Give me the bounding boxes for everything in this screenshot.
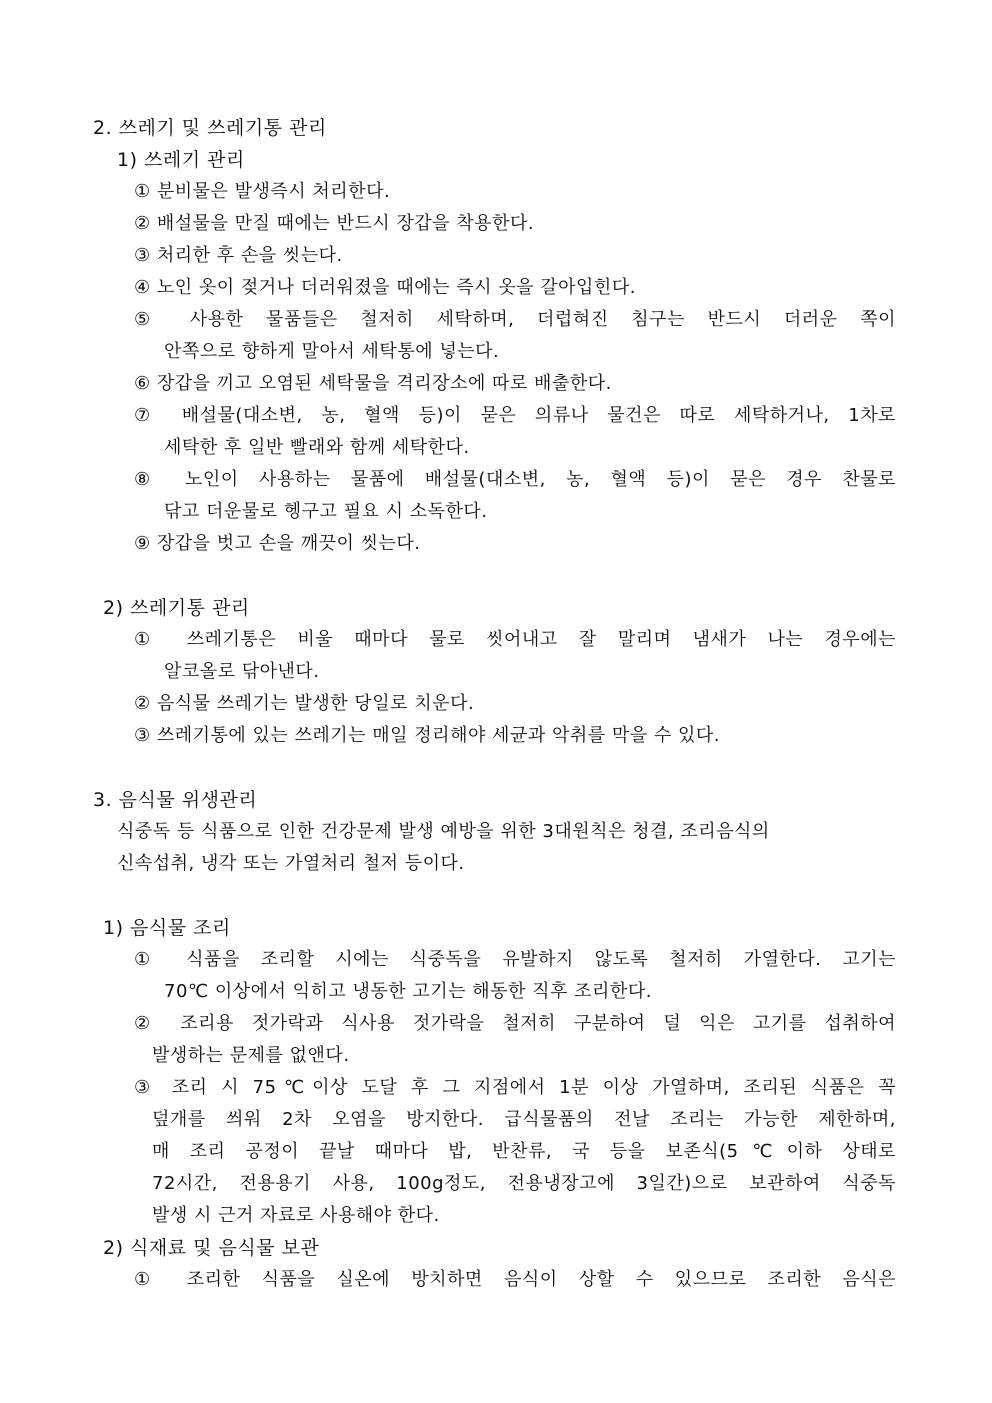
subsection-waste-title: 1) 쓰레기 관리	[117, 149, 245, 171]
list-item-continuation: 닦고 더운물로 헹구고 필요 시 소독한다.	[164, 501, 488, 522]
list-item-continuation: 발생하는 문제를 없앤다.	[152, 1045, 350, 1066]
list-item: ⑦ 배설물(대소변, 농, 혈액 등)이 묻은 의류나 물건은 따로 세탁하거나, 1차로	[134, 405, 896, 426]
intro-paragraph-line: 신속섭취, 냉각 또는 가열처리 철저 등이다.	[117, 853, 465, 874]
list-item-continuation: 알코올로 닦아낸다.	[164, 661, 320, 682]
list-item: ① 조리한 식품을 실온에 방치하면 음식이 상할 수 있으므로 조리한 음식은	[134, 1269, 896, 1290]
list-item: ② 음식물 쓰레기는 발생한 당일로 치운다.	[134, 693, 475, 714]
list-item-continuation: 70℃ 이상에서 익히고 냉동한 고기는 해동한 직후 조리한다.	[164, 981, 652, 1002]
list-item: ③ 쓰레기통에 있는 쓰레기는 매일 정리해야 세균과 악취를 막을 수 있다.	[134, 725, 720, 746]
list-item: ③ 조리 시 75℃이상 도달 후 그 지점에서 1분 이상 가열하며, 조리된 식품은 꼭	[134, 1077, 896, 1098]
list-item: ② 조리용 젓가락과 식사용 젓가락을 철저히 구분하여 덜 익은 고기를 섭취하여	[134, 1013, 896, 1034]
intro-paragraph-line: 식중독 등 식품으로 인한 건강문제 발생 예방을 위한 3대원칙은 청결, 조리음식의	[117, 821, 770, 842]
subsection-bin-title: 2) 쓰레기통 관리	[103, 597, 250, 619]
list-item-continuation: 매 조리 공정이 끝날 때마다 밥, 반찬류, 국 등을 보존식(5℃이하 상태로	[152, 1141, 896, 1162]
list-item: ③ 처리한 후 손을 씻는다.	[134, 245, 343, 266]
section-2-title: 2. 쓰레기 및 쓰레기통 관리	[93, 117, 327, 139]
subsection-cooking-title: 1) 음식물 조리	[103, 917, 231, 939]
list-item: ④ 노인 옷이 젖거나 더러워졌을 때에는 즉시 옷을 갈아입힌다.	[134, 277, 636, 298]
list-item: ① 식품을 조리할 시에는 식중독을 유발하지 않도록 철저히 가열한다. 고기는	[134, 949, 896, 970]
subsection-storage-title: 2) 식재료 및 음식물 보관	[103, 1237, 320, 1259]
list-item: ⑨ 장갑을 벗고 손을 깨끗이 씻는다.	[134, 533, 421, 554]
list-item: ② 배설물을 만질 때에는 반드시 장갑을 착용한다.	[134, 213, 535, 234]
section-3-title: 3. 음식물 위생관리	[93, 789, 258, 811]
list-item: ⑧ 노인이 사용하는 물품에 배설물(대소변, 농, 혈액 등)이 묻은 경우 찬물로	[134, 469, 896, 490]
list-item: ⑥ 장갑을 끼고 오염된 세탁물을 격리장소에 따로 배출한다.	[134, 373, 612, 394]
list-item: ① 쓰레기통은 비울 때마다 물로 씻어내고 잘 말리며 냄새가 나는 경우에는	[134, 629, 896, 650]
list-item-continuation: 발생 시 근거 자료로 사용해야 한다.	[152, 1205, 440, 1226]
list-item-continuation: 덮개를 씌워 2차 오염을 방지한다. 급식물품의 전날 조리는 가능한 제한하며,	[152, 1109, 896, 1130]
list-item-continuation: 72시간, 전용용기 사용, 100g정도, 전용냉장고에 3일간)으로 보관하여 식중독	[152, 1173, 896, 1194]
list-item: ⑤ 사용한 물품들은 철저히 세탁하며, 더럽혀진 침구는 반드시 더러운 쪽이	[134, 309, 896, 330]
list-item-continuation: 세탁한 후 일반 빨래와 함께 세탁한다.	[164, 437, 470, 458]
list-item-continuation: 안쪽으로 향하게 말아서 세탁통에 넣는다.	[164, 341, 500, 362]
list-item: ① 분비물은 발생즉시 처리한다.	[134, 181, 391, 202]
